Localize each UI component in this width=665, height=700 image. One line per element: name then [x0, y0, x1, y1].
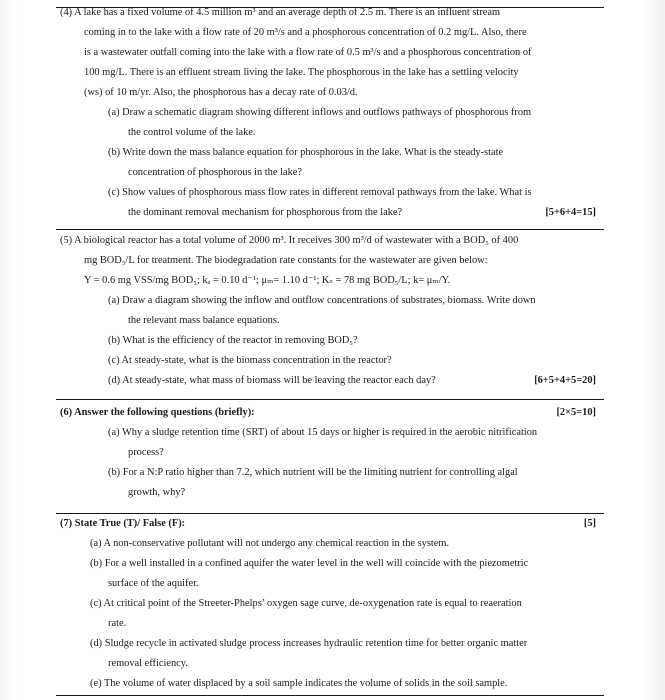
q4-line-5: (ws) of 10 m/yr. Also, the phosphorous has a decay rate of 0.03/d.	[84, 87, 358, 98]
q6-a-line-2: process?	[128, 447, 164, 458]
q5-a-line-1: (a) Draw a diagram showing the inflow and outflow concentrations of substrates, biomass. Write down	[108, 295, 536, 306]
q4-line-3: is a wastewater outfall coming into the lake with a flow rate of 0.5 m³/s and a phosphorous concentration of	[84, 47, 532, 58]
q7-b-line-1: (b) For a well installed in a confined aquifer the water level in the well will coincide with the piezometric	[90, 558, 529, 569]
q4-c-line-2	[128, 203, 600, 223]
q4-b-line-1: (b) Write down the mass balance equation for phosphorous in the lake. What is the steady-state	[108, 147, 504, 158]
question-4	[60, 3, 600, 223]
q4-c-line-1: (c) Show values of phosphorous mass flow rates in different removal pathways from the lake. What is	[108, 187, 532, 198]
question-5	[60, 231, 600, 391]
question-6	[60, 403, 600, 503]
q5-line-3: Y = 0.6 mg VSS/mg BOD₅; kₐ = 0.10 d⁻¹; μₘ= 1.10 d⁻¹; Kₛ = 78 mg BOD₅/L; k= μₘ/Y.	[84, 275, 451, 286]
q5-b: (b) What is the efficiency of the reactor in removing BOD₅?	[108, 335, 358, 346]
q7-c-line-1: (c) At critical point of the Streeter-Phelps’ oxygen sage curve, de-oxygenation rate is equal to reaeration	[90, 598, 522, 609]
q6-title: (6) Answer the following questions (briefly):	[60, 407, 255, 418]
q7-d-line-1: (d) Sludge recycle in activated sludge process increases hydraulic retention time for better organic matter	[90, 638, 528, 649]
q5-a-line-2: the relevant mass balance equations.	[128, 315, 280, 326]
q7-d-line-2: removal efficiency.	[108, 658, 188, 669]
q4-line-1: (4) A lake has a fixed volume of 4.5 million m³ and an average depth of 2.5 m. There is an influent stream	[60, 7, 501, 18]
q5-line-1: (5) A biological reactor has a total volume of 2000 m³. It receives 300 m³/d of wastewater with a BOD₅ of 400	[60, 235, 519, 246]
q6-b-line-2: growth, why?	[128, 487, 186, 498]
q5-marks: [6+5+4+5=20]	[534, 375, 596, 386]
q7-c-line-2: rate.	[108, 618, 127, 629]
q4-a-line-2: the control volume of the lake.	[128, 127, 256, 138]
q5-rule	[56, 229, 604, 230]
q7-a: (a) A non-conservative pollutant will not undergo any chemical reaction in the system.	[90, 538, 450, 549]
q7-marks: [5]	[583, 518, 596, 529]
q5-c: (c) At steady-state, what is the biomass concentration in the reactor?	[108, 355, 392, 366]
q5-d: (d) At steady-state, what mass of biomass will be leaving the reactor each day?	[108, 375, 436, 386]
q6-rule	[56, 399, 604, 400]
q7-e: (e) The volume of water displaced by a soil sample indicates the volume of solids in the soil sample.	[90, 678, 508, 689]
q5-line-2: mg BOD₅/L for treatment. The biodegradation rate constants for the wastewater are given below:	[84, 255, 488, 266]
q4-a-line-1: (a) Draw a schematic diagram showing different inflows and outflows pathways of phosphorous from	[108, 107, 532, 118]
q6-title-line	[60, 403, 600, 423]
q6-b-line-1: (b) For a N:P ratio higher than 7.2, which nutrient will be the limiting nutrient for controlling algal	[108, 467, 518, 478]
q4-line-2: coming in to the lake with a flow rate of 20 m³/s and a phosphorous concentration of 0.2 mg/L. Also, there	[84, 27, 527, 38]
q4-marks: [5+6+4=15]	[545, 207, 596, 218]
q6-a-line-1: (a) Why a sludge retention time (SRT) of about 15 days or higher is required in the aerobic nitrification	[108, 427, 538, 438]
q4-b-line-2: concentration of phosphorous in the lake?	[128, 167, 302, 178]
q7-title: (7) State True (T)/ False (F):	[60, 518, 186, 529]
q6-marks: [2×5=10]	[556, 407, 596, 418]
q4-line-4: 100 mg/L. There is an effluent stream living the lake. The phosphorous in the lake has a settling velocity	[84, 67, 519, 78]
q7-b-line-2: surface of the aquifer.	[108, 578, 199, 589]
q5-d-line	[108, 371, 600, 391]
q7-title-line	[60, 514, 600, 534]
bottom-rule	[56, 695, 604, 696]
question-7	[60, 514, 600, 694]
q4-c-line-2-text: the dominant removal mechanism for phosphorous from the lake?	[128, 207, 403, 218]
